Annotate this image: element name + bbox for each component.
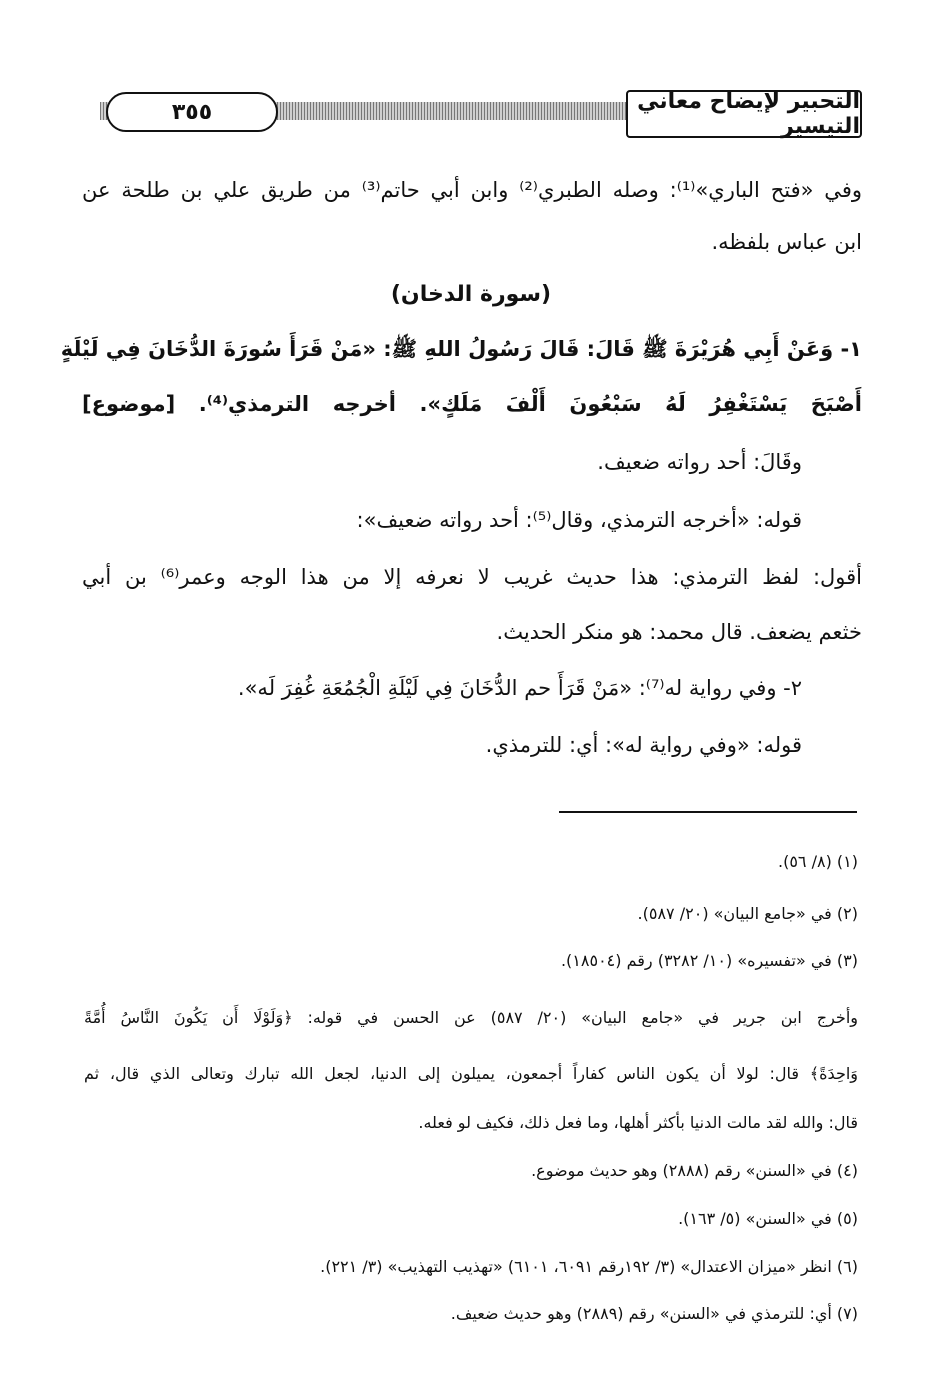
footnote-separator: [559, 811, 857, 813]
body-line-1: وفي «فتح الباري»⁽¹⁾: وصله الطبري⁽²⁾ وابن أبي حاتم⁽³⁾ من طريق علي بن طلحة عن: [82, 178, 862, 202]
footnote-6: (٦) انظر «ميزان الاعتدال» (٣/ ١٩٢رقم ٦٠٩١، ٦١٠١) «تهذيب التهذيب» (٣/ ٢٢١).: [320, 1257, 858, 1276]
body-line-2: ابن عباس بلفظه.: [711, 230, 862, 254]
body-line-6: قوله: «أخرجه الترمذي، وقال⁽⁵⁾: أحد رواته ضعيف»:: [356, 508, 802, 532]
footnote-3-continued-1: وأخرج ابن جرير في «جامع البيان» (٢٠/ ٥٨٧) عن الحسن في قوله: ﴿وَلَوْلَا أَن يَكُونَ النَّاسُ أُمَّةً: [84, 1008, 858, 1027]
surah-heading: (سورة الدخان): [390, 282, 552, 307]
footnote-3: (٣) في «تفسيره» (١٠/ ٣٢٨٢) رقم (١٨٥٠٤).: [560, 951, 858, 970]
body-line-10: قوله: «وفي رواية له»: أي: للترمذي.: [485, 733, 802, 757]
footnote-5: (٥) في «السنن» (٥/ ١٦٣).: [678, 1209, 858, 1228]
running-title: التحبير لإيضاح معاني التيسير: [626, 90, 862, 138]
hadith-1-line-1: ١- وَعَنْ أَبِي هُرَيْرَةَ ﷺ قَالَ: قَالَ رَسُولُ اللهِ ﷺ: «مَنْ قَرَأَ سُورَةَ الدُّخَانَ فِي لَيْلَةٍ: [60, 337, 862, 361]
footnote-1: (١) (٨/ ٥٦).: [777, 852, 858, 871]
body-line-5: وقَالَ: أحد رواته ضعيف.: [597, 450, 802, 474]
footnote-2: (٢) في «جامع البيان» (٢٠/ ٥٨٧).: [637, 904, 858, 923]
page-number: ٣٥٥: [106, 92, 278, 132]
page-header: [92, 90, 862, 138]
footnote-3-continued-2: وَاحِدَةً﴾ قال: لولا أن يكون الناس كفاراً أجمعون، يميلون إلى الدنيا، لجعل الله تبارك وتعالى الذي قال، ثم: [84, 1064, 858, 1083]
body-line-8: خثعم يضعف. قال محمد: هو منكر الحديث.: [496, 620, 862, 644]
footnote-3-continued-3: قال: والله لقد مالت الدنيا بأكثر أهلها، وما فعل ذلك، فكيف لو فعله.: [418, 1113, 858, 1132]
footnote-4: (٤) في «السنن» رقم (٢٨٨٨) وهو حديث موضوع.: [531, 1161, 858, 1180]
footnote-7: (٧) أي: للترمذي في «السنن» رقم (٢٨٨٩) وهو حديث ضعيف.: [450, 1304, 858, 1323]
hadith-2-line: ٢- وفي رواية له⁽⁷⁾: «مَنْ قَرَأَ حم الدُّخَانَ فِي لَيْلَةِ الْجُمُعَةِ غُفِرَ لَه».: [237, 676, 802, 700]
body-line-7: أقول: لفظ الترمذي: هذا حديث غريب لا نعرفه إلا من هذا الوجه وعمر⁽⁶⁾ بن أبي: [82, 565, 862, 589]
hadith-1-line-2: أَصْبَحَ يَسْتَغْفِرُ لَهُ سَبْعُونَ أَلْفَ مَلَكٍ». أخرجه الترمذي⁽⁴⁾. [موضوع]: [82, 392, 862, 416]
